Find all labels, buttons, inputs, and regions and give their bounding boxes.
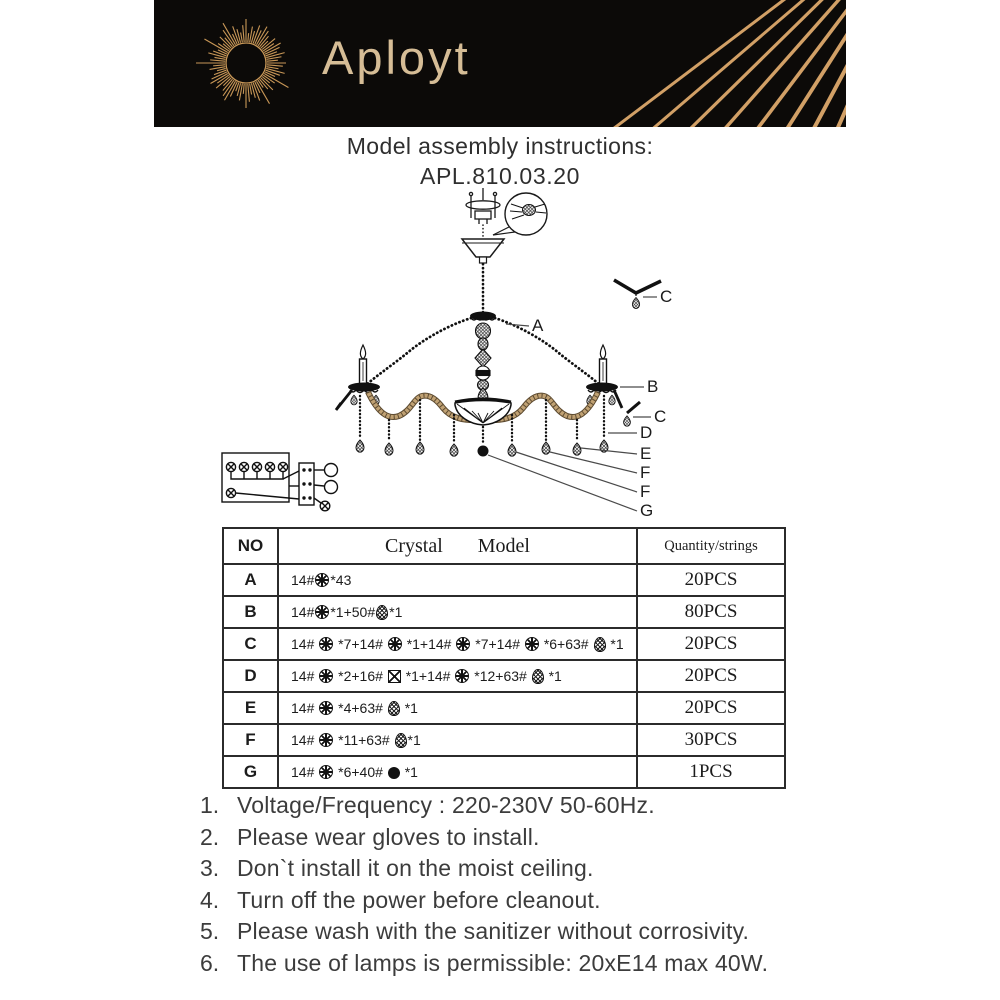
row-spec: 14# *6+40# *1 [278, 756, 637, 788]
table-row [223, 692, 785, 724]
row-spec: 14# *2+16# *1+14# *12+63# *1 [278, 660, 637, 692]
list-item [200, 792, 880, 819]
drop-crystal-icon [395, 733, 407, 748]
ceiling-bracket-icon [466, 188, 500, 224]
bottom-ball-icon [478, 446, 489, 457]
item-text: Turn off the power before cleanout. [237, 886, 601, 913]
banner-decoration [154, 0, 846, 127]
row-letter: C [223, 628, 278, 660]
model-number: APL.810.03.20 [420, 163, 580, 189]
list-item [200, 918, 880, 945]
bead-crystal-icon [319, 637, 333, 651]
row-spec: 14# *1+50# *1 [278, 596, 637, 628]
page-title: Model assembly instructions: [346, 133, 654, 159]
corner-rays-icon [609, 0, 846, 127]
center-column-icon [475, 323, 491, 408]
row-letter: G [223, 756, 278, 788]
title-block [0, 133, 1000, 190]
wire-knot-magnifier-icon [493, 193, 547, 235]
row-qty: 20PCS [637, 628, 785, 660]
label-e: E [640, 444, 652, 463]
table-row [223, 660, 785, 692]
chandelier-drawing [200, 185, 680, 530]
sunburst-center [227, 44, 265, 82]
list-item [200, 824, 880, 851]
label-c: C [654, 407, 667, 426]
label-c-top: C [660, 287, 673, 306]
item-number: 4. [200, 886, 220, 913]
ball-crystal-icon [388, 767, 400, 779]
row-qty: 80PCS [637, 596, 785, 628]
bead-crystal-icon [315, 605, 329, 619]
label-f1: F [640, 463, 651, 482]
row-letter: B [223, 596, 278, 628]
table-row [223, 628, 785, 660]
brand-wordmark: Aployt [322, 31, 471, 84]
row-spec: 14# *7+14# *1+14# *7+14# *6+63# *1 [278, 628, 637, 660]
item-text: Voltage/Frequency : 220-230V 50-60Hz. [237, 792, 655, 818]
leader-lines [488, 297, 657, 511]
c-connector-icon [624, 402, 640, 426]
row-spec: 14# *4+63# *1 [278, 692, 637, 724]
wiring-diagram-icon [222, 453, 338, 511]
row-letter: D [223, 660, 278, 692]
list-item [200, 950, 880, 977]
bead-crystal-icon [319, 733, 333, 747]
brand-banner [154, 0, 846, 127]
header-no: NO [237, 536, 264, 555]
top-hub-icon [470, 312, 496, 321]
table-header-row [223, 528, 785, 564]
row-letter: A [223, 564, 278, 596]
drop-crystal-icon [388, 701, 400, 716]
row-spec: 14# *11+63# *1 [278, 724, 637, 756]
row-spec: 14# *43 [278, 564, 637, 596]
row-qty: 1PCS [637, 756, 785, 788]
row-qty: 20PCS [637, 564, 785, 596]
row-letter: F [223, 724, 278, 756]
header-model: Crystal Model [385, 534, 530, 557]
label-d: D [640, 423, 653, 442]
c-component-icon [614, 280, 661, 308]
label-a: A [532, 316, 544, 335]
list-item [200, 855, 880, 882]
list-item [200, 887, 880, 914]
drop-crystal-icon [376, 605, 388, 620]
row-letter: E [223, 692, 278, 724]
bead-crystal-icon [319, 765, 333, 779]
item-text: Don`t install it on the moist ceiling. [237, 855, 594, 881]
instructions-list [200, 792, 880, 981]
bead-crystal-icon [319, 701, 333, 715]
item-text: Please wear gloves to install. [237, 823, 540, 850]
drop-crystal-icon [532, 669, 544, 684]
chandelier-diagram [200, 185, 680, 530]
table-row [223, 756, 785, 788]
item-number: 2. [200, 823, 220, 850]
table-row [223, 564, 785, 596]
item-text: Please wash with the sanitizer without corrosivity. [237, 918, 750, 944]
bead-crystal-icon [455, 669, 469, 683]
row-qty: 20PCS [637, 692, 785, 724]
item-number: 5. [200, 918, 220, 944]
table-row [223, 724, 785, 756]
item-number: 1. [200, 792, 220, 818]
canopy-icon [462, 239, 504, 263]
label-f2: F [640, 482, 651, 501]
lamp-symbols [226, 462, 287, 497]
crystal-drops [356, 440, 608, 457]
row-qty: 20PCS [637, 660, 785, 692]
bead-crystal-icon [525, 637, 539, 651]
label-g: G [640, 501, 654, 520]
square-crystal-icon [388, 670, 401, 683]
item-number: 6. [200, 949, 220, 976]
table-row [223, 596, 785, 628]
bead-crystal-icon [319, 669, 333, 683]
item-number: 3. [200, 855, 220, 881]
header-qty: Quantity/strings [664, 538, 758, 554]
crystal-parts-table [222, 527, 786, 789]
bead-crystal-icon [388, 637, 402, 651]
bead-crystal-icon [456, 637, 470, 651]
drop-crystal-icon [594, 637, 606, 652]
item-text: The use of lamps is permissible: 20xE14 max 40W. [237, 949, 769, 976]
label-b: B [647, 377, 659, 396]
row-qty: 30PCS [637, 724, 785, 756]
bead-crystal-icon [315, 573, 329, 587]
